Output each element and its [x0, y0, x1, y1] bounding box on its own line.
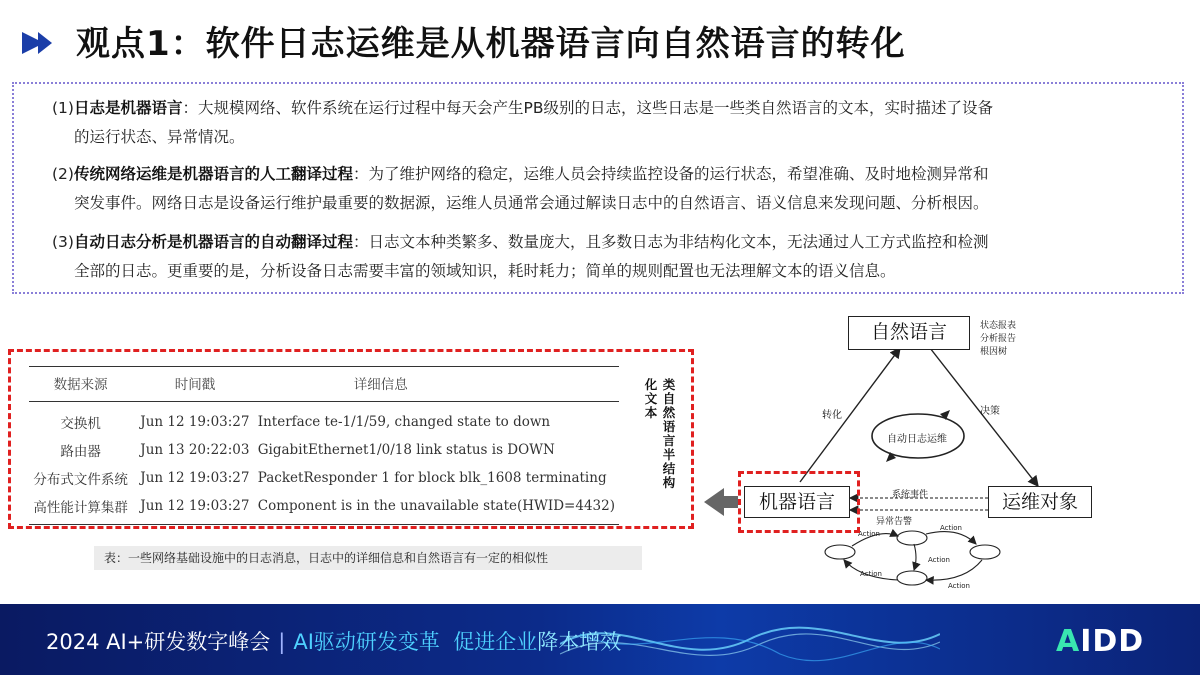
cycle-arrow-icon: [886, 452, 896, 462]
table-header-detail: 详细信息: [254, 367, 619, 402]
logo-a: A: [1056, 624, 1081, 659]
table-row: [29, 492, 619, 525]
footer-slogan-a: AI驱动研发变革: [293, 630, 440, 654]
table-cell-time: Jun 12 19:03:27: [140, 470, 250, 486]
point-text: ：大规模网络、软件系统在运行过程中每天会产生PB级别的日志，这些日志是一些类自然语言的文本，实时描述了设备: [182, 99, 993, 117]
point-2: [52, 160, 1132, 218]
point-text: ：日志文本种类繁多、数量庞大，且多数日志为非结构化文本，无法通过人工方式监控和检测: [352, 233, 989, 251]
action-label: Action: [948, 582, 970, 590]
point-text-cont: 全部的日志。更重要的是，分析设备日志需要丰富的领域知识，耗时耗力；简单的规则配置也无法理解文本的语义信息。: [74, 262, 896, 280]
table-header-source: 数据来源: [29, 367, 132, 402]
pointer-arrow-icon: [704, 488, 738, 516]
natural-note-1: 状态报表: [980, 321, 1017, 331]
point-heading: 自动日志分析是机器语言的自动翻译过程: [73, 233, 353, 251]
action-label: Action: [940, 524, 962, 532]
table-header-row: [29, 367, 619, 402]
point-heading: 传统网络运维是机器语言的人工翻译过程: [73, 165, 353, 183]
point-heading: 日志是机器语言: [73, 99, 183, 117]
vertical-label-col2: 化文本: [644, 377, 658, 420]
table-cell-time: Jun 13 20:22:03: [140, 442, 250, 458]
table-cell-source: 分布式文件系统: [33, 472, 128, 488]
footer-event-name: 2024 AI+研发数字峰会: [46, 630, 271, 654]
point-text-cont: 突发事件。网络日志是设备运行维护最重要的数据源，运维人员通常会通过解读日志中的自然语言、语义信息来发现问题、分析根因。: [74, 194, 989, 212]
footer-slogan-c: 降本增效: [537, 630, 622, 654]
state-edge: [914, 544, 916, 570]
state-node: [897, 531, 927, 545]
ops-diagram: [700, 306, 1200, 606]
points-box: [12, 82, 1184, 294]
state-node: [825, 545, 855, 559]
table-caption: 表：一些网络基础设施中的日志消息，日志中的详细信息和自然语言有一定的相似性: [94, 546, 642, 570]
auto-ops-label: 自动日志运维: [887, 434, 947, 445]
logo-idd: IDD: [1080, 624, 1145, 659]
point-number: (1): [52, 99, 74, 117]
table-cell-detail: Interface te-1/1/59, changed state to down: [257, 414, 551, 430]
action-label: Action: [860, 570, 882, 578]
point-number: (3): [52, 233, 74, 251]
natural-note-3: 根因树: [980, 347, 1008, 357]
log-table: [29, 366, 619, 525]
edge-label-decide: 决策: [980, 406, 1000, 417]
table-cell-source: 高性能计算集群: [29, 492, 132, 525]
footer-slogan-b: 促进企业: [453, 630, 538, 654]
table-cell-detail: GigabitEthernet1/0/18 link status is DOWN: [257, 442, 555, 458]
vertical-label: [640, 378, 680, 518]
point-number: (2): [52, 165, 74, 183]
footer-separator: |: [278, 630, 286, 654]
node-machine-language: 机器语言: [744, 486, 850, 518]
table-header-time: 时间戳: [132, 367, 253, 402]
table-cell-time: Jun 12 19:03:27: [132, 492, 253, 525]
point-text: ：为了维护网络的稳定，运维人员会持续监控设备的运行状态，希望准确、及时地检测异常和: [352, 165, 989, 183]
state-node: [970, 545, 1000, 559]
point-1: [52, 94, 1132, 152]
edge-label-system-event: 系统事件: [892, 490, 929, 500]
table-cell-detail: PacketResponder 1 for block blk_1608 terminating: [257, 470, 607, 486]
log-table-box: [8, 349, 694, 529]
table-cell-source: 交换机: [60, 416, 101, 432]
table-row: [29, 464, 619, 492]
vertical-label-col1: 类自然语言半结构: [662, 377, 676, 490]
edge-label-convert: 转化: [822, 410, 842, 421]
action-label: Action: [928, 556, 950, 564]
point-3: [52, 228, 1132, 286]
cycle-arrow-icon: [940, 410, 950, 420]
point-text-cont: 的运行状态、异常情况。: [74, 128, 245, 146]
aidd-logo: [1056, 624, 1144, 659]
footer-slogan: [46, 626, 621, 656]
state-edge: [926, 532, 976, 544]
table-cell-time: Jun 12 19:03:27: [140, 414, 250, 430]
edge-machine-to-natural: [800, 348, 900, 482]
page-title: 观点1：软件日志运维是从机器语言向自然语言的转化: [76, 24, 906, 64]
node-ops-object: 运维对象: [988, 486, 1092, 518]
table-row: [29, 402, 619, 437]
node-natural-language: 自然语言: [848, 316, 970, 350]
edge-label-anomaly-alert: 异常告警: [876, 517, 913, 527]
state-node: [897, 571, 927, 585]
action-label: Action: [858, 530, 880, 538]
table-cell-detail: Component is in the unavailable state(HWID=4432): [254, 492, 619, 525]
title-arrow-icon-inner: [38, 32, 52, 54]
natural-note-2: 分析报告: [980, 334, 1017, 344]
state-machine: [825, 531, 1000, 585]
table-cell-source: 路由器: [60, 444, 101, 460]
table-row: [29, 436, 619, 464]
